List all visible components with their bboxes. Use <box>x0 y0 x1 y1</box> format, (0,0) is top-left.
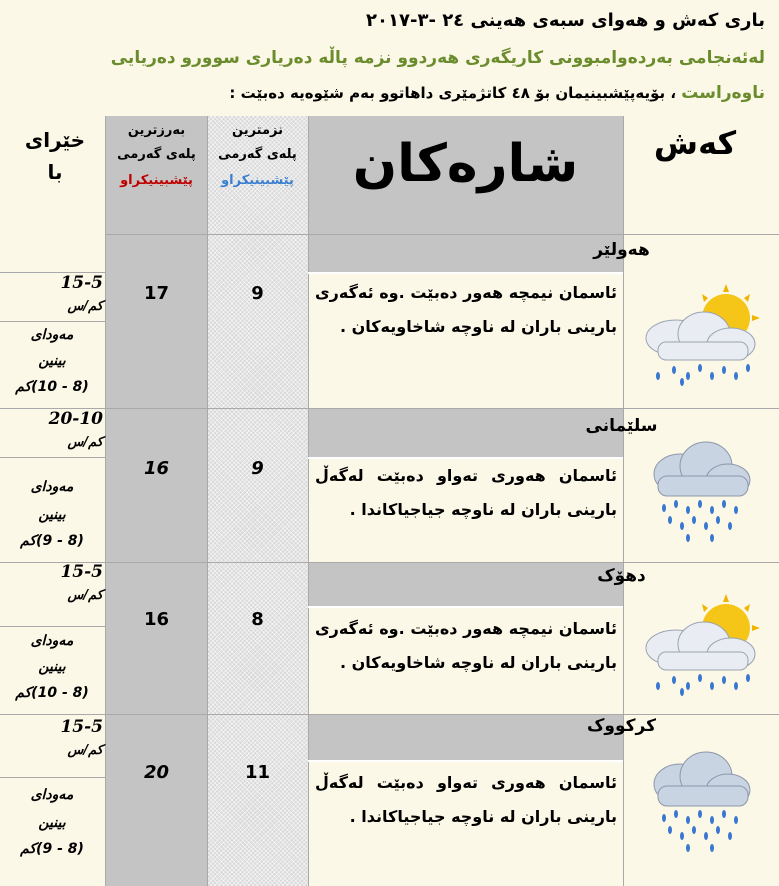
visibility-value: (8 - 9)کم <box>20 841 84 857</box>
min-temp-value: 9 <box>251 458 264 479</box>
max-temp-value: 16 <box>143 609 170 630</box>
visibility-value: (8 - 10)کم <box>15 379 89 395</box>
page-title: باری کەش و هەوای سبەی هەینی ٢٤ -٣-٢٠١٧ <box>366 10 765 31</box>
cloud-rain-icon <box>640 434 760 549</box>
intro-lead-word: ناوەراست <box>681 83 765 103</box>
wind-speed: 20-10 <box>48 409 103 429</box>
wind-unit: کم/س <box>67 435 103 450</box>
min-temp-header: نزمترین پلەی گەرمی پێشبینیکراو <box>218 123 297 188</box>
weather-description: ئاسمان هەوری تەواو دەبێت لەگەڵ بارینی باران لە ناوچە جیاجیاکاندا . <box>315 773 617 826</box>
visibility-label-2: بینین <box>38 353 66 369</box>
min-temp-value: 9 <box>251 283 264 304</box>
visibility-label-2: بینین <box>38 815 66 831</box>
wind-speed: 15-5 <box>60 562 103 582</box>
visibility-value: (8 - 9)کم <box>20 533 84 549</box>
city-name: کرکووک <box>587 716 656 736</box>
wind-speed: 15-5 <box>60 717 103 737</box>
sun-cloud-rain-icon <box>636 276 766 391</box>
wind-unit: کم/س <box>67 588 103 603</box>
page-subtitle: لەئەنجامی بەردەوامبوونی کاریگەری هەردوو نزمە پاڵە دەریاری سوورو دەریایی <box>110 48 765 68</box>
max-temp-value: 20 <box>143 762 170 783</box>
max-temp-header: بەرزترین پلەی گەرمی پێشبینیکراو <box>117 123 196 188</box>
weather-description: ئاسمان نیمچە هەور دەبێت .وە ئەگەری بارینی باران لە ناوچە شاخاویەکان . <box>315 283 617 336</box>
city-name: سلێمانی <box>585 416 658 436</box>
wind-unit: کم/س <box>67 299 103 314</box>
visibility-label: مەودای <box>30 787 74 803</box>
visibility-value: (8 - 10)کم <box>15 685 89 701</box>
min-temp-value: 11 <box>244 762 271 783</box>
visibility-label: مەودای <box>30 633 74 649</box>
weather-column-header: کەش <box>653 124 737 162</box>
city-name: دهۆک <box>597 566 646 586</box>
forecast-intro <box>229 83 765 103</box>
intro-text: ، بۆیەپێشبینیمان بۆ ٤٨ کاتژمێری داهاتوو بەم شێوەیە دەبێت : <box>229 84 677 102</box>
forecast-table <box>0 116 779 886</box>
wind-column-header: خێرای با <box>24 128 86 184</box>
cities-column-header: شارەکان <box>352 134 579 194</box>
city-name: هەولێر <box>593 240 650 260</box>
visibility-label: مەودای <box>30 327 74 343</box>
max-temp-value: 16 <box>143 458 170 479</box>
visibility-label-2: بینین <box>38 507 66 523</box>
wind-unit: کم/س <box>67 743 103 758</box>
wind-speed: 15-5 <box>60 273 103 293</box>
weather-description: ئاسمان هەوری تەواو دەبێت لەگەڵ بارینی باران لە ناوچە جیاجیاکاندا . <box>315 466 617 519</box>
sun-cloud-rain-icon <box>636 586 766 701</box>
weather-description: ئاسمان نیمچە هەور دەبێت .وە ئەگەری بارینی باران لە ناوچە شاخاویەکان . <box>315 619 617 672</box>
min-temp-value: 8 <box>251 609 264 630</box>
visibility-label: مەودای <box>30 479 74 495</box>
visibility-label-2: بینین <box>38 659 66 675</box>
cloud-rain-icon <box>640 744 760 859</box>
max-temp-value: 17 <box>143 283 170 304</box>
